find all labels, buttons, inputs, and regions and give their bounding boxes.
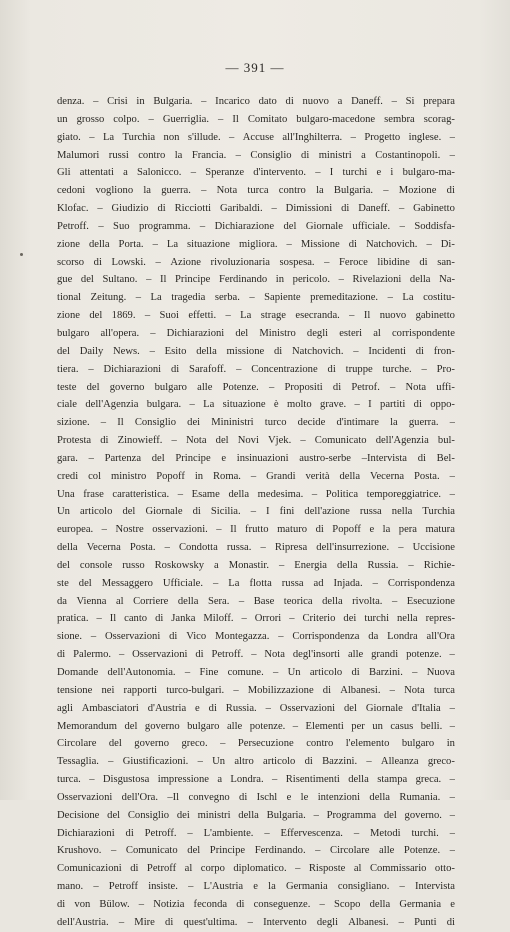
- text-line: di Palermo. – Osservazioni di Petroff. – Nota degl'insorti alle grandi potenze. –: [57, 649, 455, 661]
- text-line: Un articolo del Giornale di Sicilia. – I fini dell'azione russa nella Turchia: [57, 506, 455, 518]
- text-line: Dichiarazioni di Petroff. – L'ambiente. – Effervescenza. – Metodi turchi. –: [57, 827, 455, 839]
- text-line: zione della Porta. – La situazione migliora. – Missione di Natchovich. – Di-: [57, 238, 455, 250]
- text-line: Comunicazioni di Petroff al corpo diplomatico. – Risposte al Commissario otto-: [57, 863, 455, 875]
- text-line: del Daily News. – Esito della missione di Natchovich. – Incidenti di fron-: [57, 345, 455, 357]
- text-line: agli Ambasciatori d'Austria e di Russia. – Osservazioni del Giornale d'Italia –: [57, 702, 455, 714]
- text-line: Krushovo. – Comunicato del Principe Ferdinando. – Circolare alle Potenze. –: [57, 845, 455, 857]
- text-line: Petroff. – Suo programma. – Dichiarazione del Giornale ufficiale. – Soddisfa-: [57, 220, 455, 232]
- text-line: mano. – Petroff insiste. – L'Austria e la Germania consigliano. – Intervista: [57, 881, 455, 893]
- text-line: cedoni vogliono la guerra. – Nota turca contro la Bulgaria. – Mozione di: [57, 185, 455, 197]
- text-line: Gli attentati a Salonicco. – Speranze d'intervento. – I turchi e i bulgaro-ma-: [57, 167, 455, 179]
- ink-speck: [20, 253, 23, 256]
- text-line: gue del Sultano. – Il Principe Ferdinando in pericolo. – Rivelazioni della Na-: [57, 274, 455, 286]
- text-line: sione. – Osservazioni di Vico Montegazza. – Corrispondenza da Londra all'Ora: [57, 631, 455, 643]
- text-line: teste del governo bulgaro alle Potenze. – Propositi di Petrof. – Nota uffi-: [57, 381, 455, 393]
- text-line: sizione. – Il Consiglio dei Mininistri turco decide d'intimare la guerra. –: [57, 417, 455, 429]
- text-line: Osservazioni dell'Ora. –Il convegno di Ischl e le intenzioni della Rumania. –: [57, 791, 455, 803]
- table-of-contents-text: [57, 93, 455, 932]
- text-line: Klofac. – Giudizio di Ricciotti Garibaldi. – Dimissioni di Daneff. – Gabinetto: [57, 203, 455, 215]
- text-line: ste del Messaggero Ufficiale. – La flotta russa ad Injada. – Corrispondenza: [57, 577, 455, 589]
- text-line: scorso di Lowski. – Azione rivoluzionaria sospesa. – Feroce libidine di san-: [57, 256, 455, 268]
- text-line: del console russo Roskowsky a Monastir. – Energia della Russia. – Richie-: [57, 559, 455, 571]
- text-line: denza. – Crisi in Bulgaria. – Incarico dato di nuovo a Daneff. – Si prepara: [57, 96, 455, 107]
- page-number: — 391 —: [225, 60, 285, 75]
- text-line: dell'Austria. – Mire di quest'ultima. – Intervento degli Albanesi. – Punti di: [57, 916, 455, 928]
- text-line: Decisione del Consiglio dei ministri della Bulgaria. – Programma del governo. –: [57, 809, 455, 821]
- text-line: turca. – Disgustosa impressione a Londra. – Risentimenti della stampa greca. –: [57, 774, 455, 786]
- text-line: tional Zeitung. – La tragedia serba. – Sapiente premeditazione. – La costitu-: [57, 292, 455, 304]
- text-line: Circolare del governo greco. – Persecuzione contro l'elemento bulgaro in: [57, 738, 455, 750]
- text-line: Una frase caratteristica. – Esame della medesima. – Politica temporeggiatrice. –: [57, 488, 455, 500]
- text-line: ciale dell'Agenzia bulgara. – La situazione è molto grave. – I partiti di oppo-: [57, 399, 455, 411]
- text-line: tiera. – Dichiarazioni di Sarafoff. – Concentrazione di truppe turche. – Pro-: [57, 363, 455, 375]
- text-line: europea. – Nostre osservazioni. – Il frutto maturo di Popoff e la pera matura: [57, 524, 455, 536]
- text-line: da Vienna al Corriere della Sera. – Base teorica della rivolta. – Esecuzione: [57, 595, 455, 607]
- text-line: zione del 1869. – Suoi effetti. – La strage esecranda. – Il nuovo gabinetto: [57, 310, 455, 322]
- text-line: Memorandum del governo bulgaro alle potenze. – Elementi per un casus belli. –: [57, 720, 455, 732]
- text-line: Tessaglia. – Giustificazioni. – Un altro articolo di Bazzini. – Alleanza greco-: [57, 756, 455, 768]
- text-line: credi col ministro Popoff in Roma. – Grandi verità della Vecerna Posta. –: [57, 470, 455, 482]
- text-line: pratica. – Il canto di Janka Miloff. – Orrori – Criterio dei turchi nella repres-: [57, 613, 455, 625]
- text-line: gara. – Partenza del Principe e insinuazioni austro-serbe –Intervista di Bel-: [57, 452, 455, 464]
- text-line: un grosso colpo. – Guerriglia. – Il Comitato bulgaro-macedone sembra scorag-: [57, 113, 455, 125]
- text-line: Domande dell'Autonomia. – Fine comune. – Un articolo di Barzini. – Nuova: [57, 667, 455, 678]
- text-line: giato. – La Turchia non s'illude. – Accuse all'Inghilterra. – Progetto inglese. –: [57, 131, 455, 143]
- text-line: di von Bülow. – Notizia feconda di conseguenze. – Scopo della Germania e: [57, 898, 455, 910]
- text-line: bulgaro all'opera. – Dichiarazioni del Ministro degli esteri al corrispondente: [57, 327, 455, 339]
- text-line: tensione nei rapporti turco-bulgari. – Mobilizzazione di Albanesi. – Nota turca: [57, 684, 455, 696]
- text-line: Protesta di Zinowieff. – Nota del Novi Vjek. – Comunicato dell'Agenzia bul-: [57, 435, 455, 447]
- text-line: della Vecerna Posta. – Condotta russa. – Ripresa dell'insurrezione. – Uccisione: [57, 542, 455, 554]
- text-line: Malumori russi contro la Francia. – Consiglio di ministri a Costantinopoli. –: [57, 149, 455, 161]
